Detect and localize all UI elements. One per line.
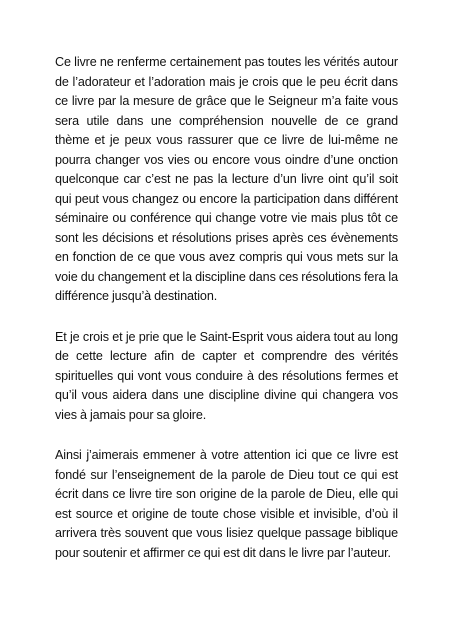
paragraph-2: Et je crois et je prie que le Saint-Esprit vous aidera tout au long de cette lecture afin de capter et comprendre des vérités spirituelles qui vont vous conduire à des résolutions fermes et qu’il vous aidera dans une discipline divine qui changera vos vies à jamais pour sa gloire. bbox=[55, 329, 398, 422]
paragraph-3: Ainsi j’aimerais emmener à votre attention ici que ce livre est fondé sur l’enseignement de la parole de Dieu tout ce qui est écrit dans ce livre tire son origine de la parole de Dieu, elle qui est source et origine de toute chose visible et invisible, d’où il arrivera très souvent que vous lisiez quelque passage biblique pour soutenir et affirmer ce qui est dit dans le livre par l’auteur. bbox=[55, 448, 398, 560]
document-page bbox=[55, 53, 398, 563]
paragraph-1: Ce livre ne renferme certainement pas toutes les vérités autour de l’adorateur et l’adoration mais je crois que le peu écrit dans ce livre par la mesure de grâce que le Seigneur m’a faite vous sera utile dans une compréhension nouvelle de ce grand thème et je peux vous rassurer que ce livre de lui-même ne pourra changer vos vies ou encore vous oindre d’une onction quelconque car c’est ne pas la lecture d’un livre oint qu’il soit qui peut vous changez ou encore la participation dans différent séminaire ou conférence qui change votre vie mais plus tôt ce sont les décisions et résolutions prises après ces évènements en fonction de ce que vous avez compris qui vous mets sur la voie du changement et la discipline dans ces résolutions fera la différence jusqu’à destination. bbox=[55, 55, 398, 303]
